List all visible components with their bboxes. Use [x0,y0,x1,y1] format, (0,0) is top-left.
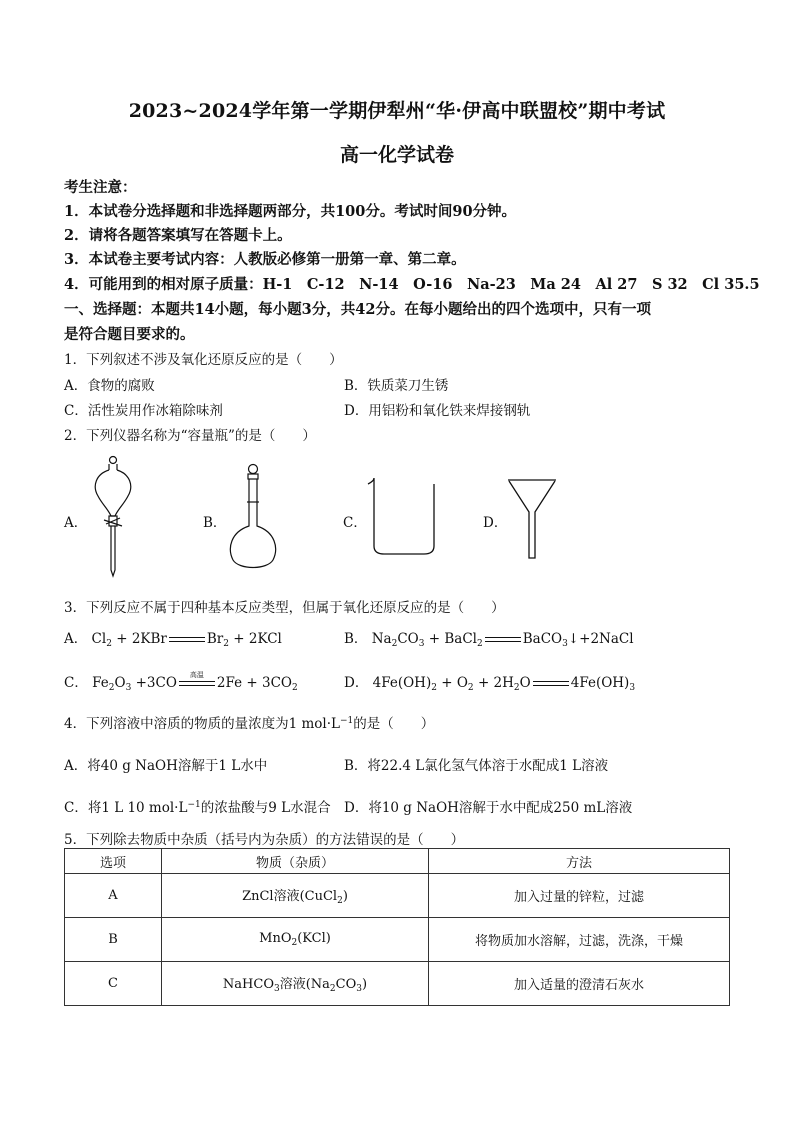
q5-table [64,848,730,1006]
header-option: 选项 [65,849,162,874]
q4-option-a: A．将40 g NaOH溶解于1 L水中 [64,758,268,774]
section-heading-line1: 一、选择题：本题共14小题，每小题3分，共42分。在每小题给出的四个选项中，只有一项 [64,301,651,318]
funnel-icon [506,474,558,560]
q3-equation-b: $Na_2CO_3$ + BaCl$_2$ BaCO$_3$↓+2NaCl [371,631,634,649]
notice-item-3: 3．本试卷主要考试内容：人教版必修第一册第一章、第二章。 [64,251,466,268]
notice-item-4: 4．可能用到的相对原子质量：H-1 C-12 N-14 O-16 Na-23 Ma 24 Al 27 S 32 Cl 35.5 [64,276,760,293]
row-method: 加入过量的锌粒，过滤 [429,874,730,918]
q3-option-c-label: C． [64,675,88,691]
notice-item-2: 2．请将各题答案填写在答题卡上。 [64,227,292,244]
table-row [65,874,730,918]
q2-label-b: B． [203,515,227,531]
beaker-icon [366,476,440,556]
q4-option-c: C．将1 L 10 $mol\cdot L^{-1}$的浓盐酸与9 L水混合 [64,800,331,816]
q3-equation-c: $Fe_2O_3 +3CO$ 高温 $2Fe + 3CO_2$ [92,670,298,693]
q1-stem: 1．下列叙述不涉及氧化还原反应的是（ ） [64,352,343,368]
q2-label-a: A． [64,515,88,531]
q4-option-d: D．将10 g NaOH溶解于水中配成250 mL溶液 [344,800,633,816]
row-method: 将物质加水溶解，过滤，洗涤，干燥 [429,918,730,962]
row-option: B [65,918,162,962]
row-substance: ZnCl溶液(CuCl$_2$) [162,874,429,918]
row-substance: NaHCO$_3$溶液$(Na_2CO_3)$ [162,962,429,1006]
q3-option-d [344,671,635,693]
q3-equation-d: $4Fe(OH)_2 + O_2 + 2H_2O$ $4Fe(OH)_3$ [372,675,636,693]
table-row [65,962,730,1006]
q3-option-c [64,671,298,693]
q3-option-d-label: D． [344,675,369,691]
table-header-row [65,849,730,874]
q1-option-a: A．食物的腐败 [64,378,155,394]
q3-option-a-label: A． [64,631,88,647]
q3-condition: 高温 [189,670,204,679]
q3-stem: 3．下列反应不属于四种基本反应类型，但属于氧化还原反应的是（ ） [64,600,505,616]
section-heading-line2: 是符合题目要求的。 [64,326,195,343]
exam-title: 2023~2024学年第一学期伊犁州“华·伊高中联盟校”期中考试 [128,100,666,122]
q1-option-d: D．用铝粉和氧化铁来焊接钢轨 [344,403,531,419]
q3-option-b-label: B． [344,631,368,647]
q4-stem: 4．下列溶液中溶质的物质的量浓度为1 $mol\cdot L^{-1}$的是（ ） [64,716,435,732]
row-substance: MnO$_2$(KCl) [162,918,429,962]
q2-label-c: C． [343,515,367,531]
row-option: C [65,962,162,1006]
volumetric-flask-icon [225,462,281,574]
notice-heading: 考生注意： [64,179,137,196]
q2-stem: 2．下列仪器名称为“容量瓶”的是（ ） [64,428,316,444]
q2-label-d: D． [483,515,508,531]
q4-option-b: B．将22.4 L氯化氢气体溶于水配成1 L溶液 [344,758,609,774]
separatory-funnel-icon [88,454,138,578]
header-method: 方法 [429,849,730,874]
header-substance: 物质（杂质） [162,849,429,874]
q1-option-b: B．铁质菜刀生锈 [344,378,449,394]
row-option: A [65,874,162,918]
row-method: 加入适量的澄清石灰水 [429,962,730,1006]
table-row [65,918,730,962]
q3-option-a [64,627,282,649]
q3-option-b [344,627,634,649]
q5-stem: 5．下列除去物质中杂质（括号内为杂质）的方法错误的是（ ） [64,832,465,848]
q1-option-c: C．活性炭用作冰箱除味剂 [64,403,223,419]
q3-equation-a: $Cl_2 + 2KBr$ $Br_2 + 2KCl$ [91,631,282,649]
notice-item-1: 1．本试卷分选择题和非选择题两部分，共100分。考试时间90分钟。 [64,203,517,220]
exam-subtitle: 高一化学试卷 [339,144,454,166]
